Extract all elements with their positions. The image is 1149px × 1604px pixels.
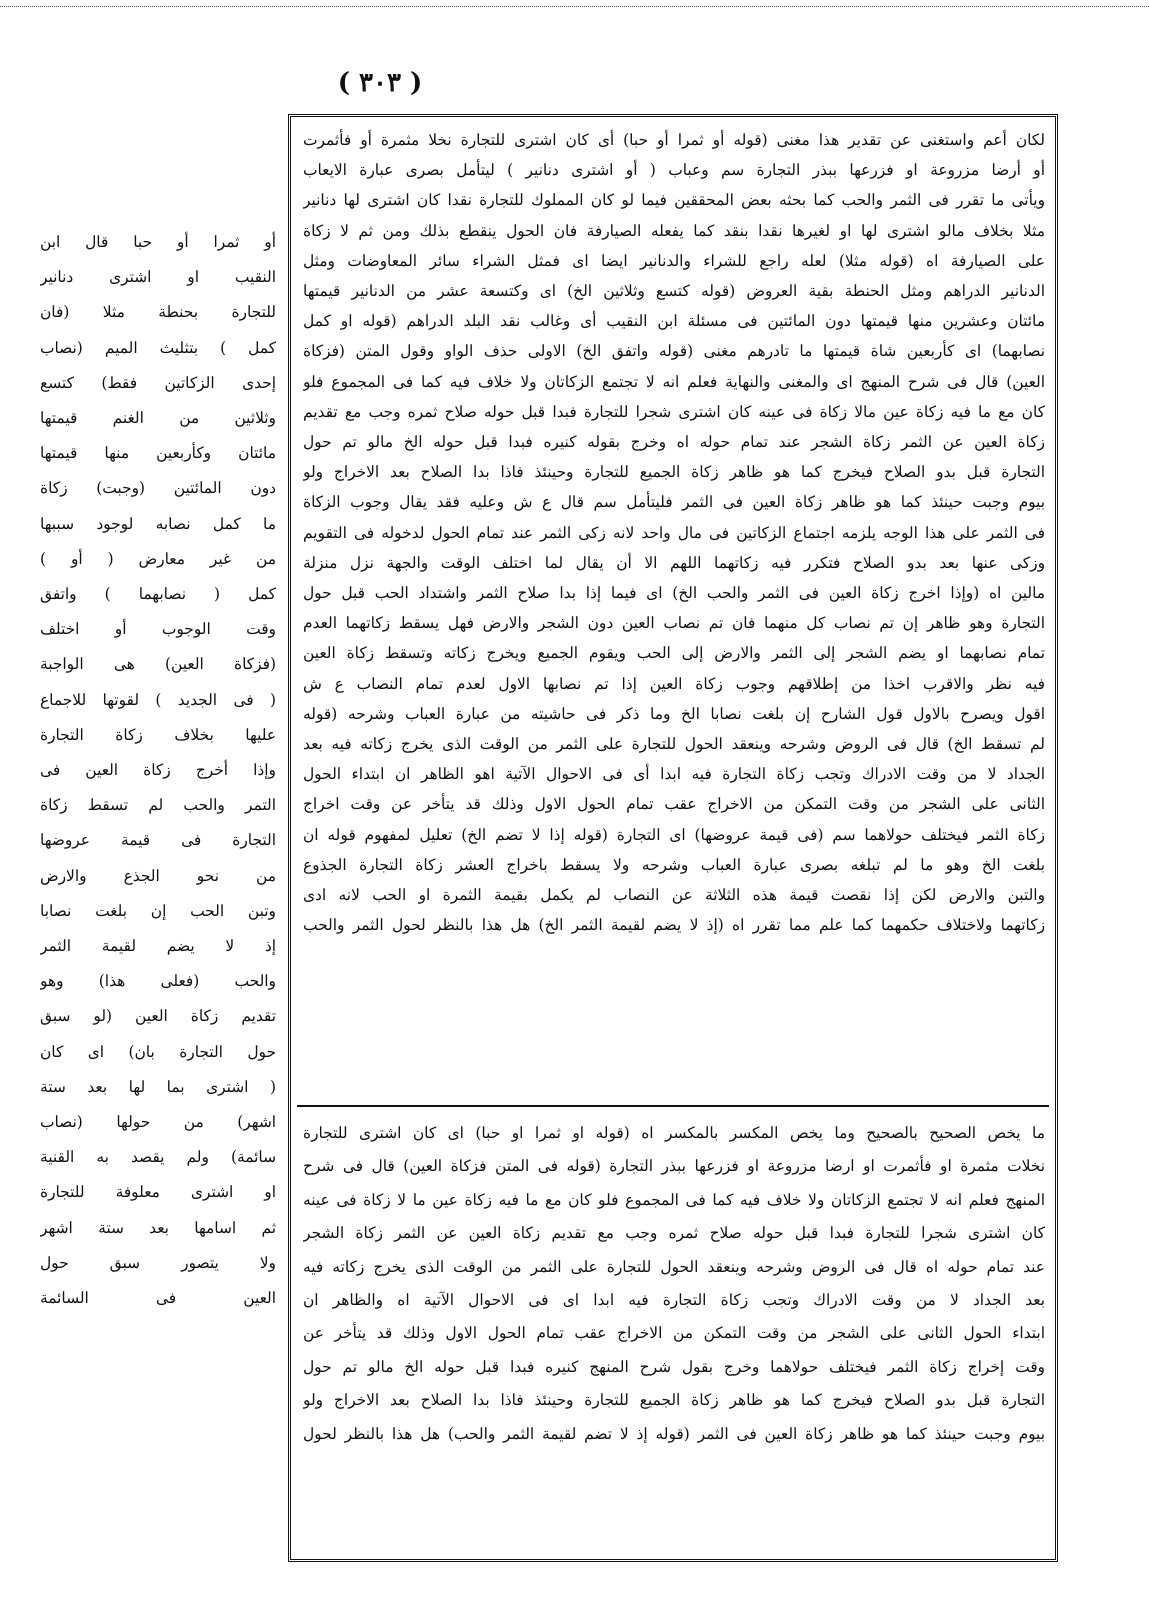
margin-line: او اشترى معلوفة للتجارة (40, 1183, 276, 1202)
lower-commentary-line: المنهج فعلم انه لا تجتمع الزكاتان ولا خلاف فيه كما فى المجموع فلو كان مع ما فيه زكاة عين ما لا زكاة فى عينه (303, 1190, 1045, 1209)
lower-commentary-line: ما يخص الصحيح بالصحيح وما يخص المكسر بالمكسر اه (قوله او ثمرا او حبا) اى كان اشترى للتجارة (303, 1124, 1045, 1142)
margin-line: وإذا أخرج زكاة العين فى (40, 761, 276, 780)
commentary-line: لم تسقط الخ) قال فى الروض وشرحه وينعقد الحول للتجارة على الثمر من الوقت الذى يخرج زكاته فيه بعد (303, 735, 1045, 754)
commentary-line: الثانى على الشجر من وقت التمكن من الاخراج عقب تمام الحول الاول وذلك قد يتأخر عن وقت اخراج (303, 795, 1045, 814)
commentary-line: أو أرضا مزروعة او فزرعها ببذر التجارة سم وعباب ( أو اشترى دنانير ) ليتأمل بصرى عبارة الايعاب (303, 161, 1045, 180)
lower-commentary-line: نخلات مثمرة او فأثمرت او ارضا مزروعة او فزرعها ببذر التجارة (قوله فى المتن فزكاة العين) قال فى شرح (303, 1157, 1045, 1176)
commentary-body (303, 125, 1045, 1101)
margin-line: من غير معارض ( أو ) (40, 549, 276, 568)
commentary-line: زكاتهما ولاختلاف حكمهما كما علم مما تقرر اه (إذ لا يضم لقيمة الثمر الخ) هل هذا بالنظر لحول الثمر والحب (303, 916, 1045, 935)
margin-line: ثم اسامها بعد ستة اشهر (40, 1218, 276, 1237)
margin-line: وثلاثين من الغنم قيمتها (40, 409, 276, 428)
commentary-line: مالين اه (وإذا اخرج زكاة العين فى الثمر والحب الخ) اى فيما إذا بدا صلاح الثمر واشتداد الحب قبل حول (303, 584, 1045, 603)
commentary-line: فيه نظر والاقرب اخذا من إطلاقهم وجوب زكاة العين إذا تم نصابها الاول لعدم تمام النصاب ع ش (303, 674, 1045, 693)
lower-commentary-line: عند تمام حوله اه قال فى الروض وشرحه وينعقد الحول للتجارة على الثمر من الوقت الذى يخرج زكاته فيه (303, 1257, 1045, 1276)
lower-commentary-line: ابتداء الحول الثانى على الشجر من وقت التمكن من الاخراج عقب تمام الحول الاول وذلك قد يتأخر عن (303, 1324, 1045, 1343)
commentary-line: ويأتى ما تقرر فى الثمر والحب كما بحثه بعض المحققين فيما لو كان المملوك للتجارة نقدا كان اشترى لها دنانير (303, 191, 1045, 210)
top-dotted-rule (0, 6, 1149, 7)
lower-commentary-line: التجارة قبل بدو الصلاح فيخرج كما هو ظاهر زكاة الجميع للتجارة وحينئذ فاذا بدا الصلاح بعد الاخراج ولو (303, 1391, 1045, 1410)
margin-line: مائتان وكأربعين منها قيمتها (40, 444, 276, 463)
commentary-line: التجارة قبل بدو الصلاح فيخرج كما هو ظاهر زكاة الجميع للتجارة وحينئذ فاذا بدا الصلاح بعد الاخراج ولو (303, 463, 1045, 482)
margin-line: التجارة فى قيمة عروضها (40, 831, 276, 850)
margin-line: سائمة) ولم يقصد به القنية (40, 1148, 276, 1167)
lower-commentary-line: كان اشترى شجرا للتجارة فبدا قبل حوله صلاح ثمره وجب مع تقديم زكاة العين عن الثمر زكاة الشجر (303, 1224, 1045, 1243)
margin-line: ما كمل نصابه لوجود سببها (40, 514, 276, 533)
margin-line: كمل ( نصابهما ) واتفق (40, 585, 276, 604)
margin-line: العين فى السائمة (40, 1289, 276, 1308)
lower-commentary-body (303, 1117, 1045, 1553)
commentary-line: العين) قال فى شرح المنهج اى والمغنى والنهاية فعلم انه لا تجتمع الزكاتان ولا خلاف فيه كما فى المجموع فلو (303, 372, 1045, 391)
commentary-line: زكاة الثمر فيختلف حولاهما سم (فى قيمة عروضها) اى التجارة (قوله إذا لا تضم الخ) تعليل لمفهوم قوله ان (303, 825, 1045, 844)
margin-line: النقيب او اشترى دنانير (40, 268, 276, 287)
lower-commentary-line: بيوم وجبت حينئذ كما هو ظاهر زكاة العين فى الثمر (قوله إذ لا تضم لقيمة الثمر والحب) هل هذا بالنظر لحول (303, 1424, 1045, 1443)
margin-line: وتبن الحب إن بلغت نصابا (40, 901, 276, 920)
commentary-line: تمام نصابهما او يضم الشجر إلى الثمر والارض إلى الحب ويقوم الجميع ويخرج زكاته وتسقط زكاة العين (303, 644, 1045, 663)
margin-line: تقديم زكاة العين (لو سبق (40, 1007, 276, 1026)
margin-line: دون المائتين (وجبت) زكاة (40, 479, 276, 498)
section-divider (297, 1105, 1049, 1107)
commentary-line: الجداد لا من وقت الادراك وتجب زكاة التجارة فيه ابدا أى فى الاحوال الآتية اهو الظاهر ان ابتداء الحول (303, 765, 1045, 784)
margin-line: كمل ) بتثليث الميم (نصاب (40, 338, 276, 357)
margin-line: اشهر) من حولها (نصاب (40, 1113, 276, 1132)
commentary-line: على الصيارفة اه (قوله مثلا) لعله راجع للشراء والدنانير ايضا اى فمثل الشراء سائر المعاوضات ومثل (303, 251, 1045, 270)
commentary-line: اقول ويصرح بالاول قول الشارح إن بلغت نصابا الخ وما ذكر فى حاشيته من عبارة العباب وشرحه (قوله (303, 704, 1045, 723)
margin-text (40, 225, 276, 1375)
commentary-line: لكان أعم واستغنى عن تقدير هذا مغنى (قوله أو ثمرا أو حبا) أى كان اشترى للتجارة نخلا مثمرة أو فأثمرت (303, 131, 1045, 149)
margin-line: التمر والحب لم تسقط زكاة (40, 796, 276, 815)
margin-line: وقت الوجوب أو اختلف (40, 620, 276, 639)
commentary-line: كان مع ما فيه زكاة عين مالا زكاة فى عينه كان اشترى شجرا للتجارة فبدا قبل حوله صلاح ثمره وجب مع تقديم (303, 402, 1045, 421)
margin-line: إحدى الزكاتين فقط) كتسع (40, 373, 276, 392)
commentary-line: الدنانير الدراهم ومثل الحنطة بقية العروض (قوله كتسع وثلاثين الخ) اى وكتسعة عشر من الدنانير قيمتها (303, 282, 1045, 301)
commentary-line: نصابهما) اى كأربعين شاة قيمتها ما تادرهم مغنى (قوله واتفق الخ) الاولى حذف الواو وقول المتن (فزكاة (303, 342, 1045, 361)
margin-line: حول التجارة بان) اى كان (40, 1042, 276, 1061)
margin-line: إذ لا يضم لقيمة الثمر (40, 937, 276, 956)
margin-line: أو ثمرا أو حبا قال ابن (40, 233, 276, 251)
main-text-frame (288, 114, 1058, 1562)
commentary-line: زكاة العين عن الثمر زكاة الشجر عند تمام حوله اه وخرج بقوله كنيره فبدا قبل حوله الخ مالو تم حول (303, 433, 1045, 452)
commentary-line: وزكى عنها بعد بدو الصلاح فتكرر فيه زكاتهما اللهم الا أن يقال لما اختلف الوقت والجهة نزل منزلة (303, 553, 1045, 572)
margin-line: من نحو الجذع والارض (40, 866, 276, 885)
commentary-line: بيوم وجبت حينئذ كما هو ظاهر زكاة العين فى الثمر فليتأمل سم قال ع ش وعليه فقد يقال وجوب الزكاة (303, 493, 1045, 512)
commentary-line: والتبن والارض لكن إذا نقصت قيمة هذه الثلاثة عن النصاب لم يكمل بقيمة الثمرة او الحب لانه ادى (303, 886, 1045, 905)
commentary-line: مائتان وعشرين منها قيمتها دون المائتين فى مسئلة ابن النقيب أى وغالب نقد البلد الدراهم (قوله او كمل (303, 312, 1045, 331)
commentary-line: فى الثمر على هذا الوجه يلزمه اجتماع الزكاتين فى مال واحد لانه زكى الثمر عند تمام الحول لدخوله فى التقويم (303, 523, 1045, 542)
margin-line: ولا يتصور سبق حول (40, 1253, 276, 1272)
margin-line: ( اشترى بما لها بعد ستة (40, 1077, 276, 1096)
commentary-line: التجارة وهو ظاهر إن تم نصاب كل منهما فان تم نصاب العين دون الشجر والارض فهل يسقط زكاتهما العدم (303, 614, 1045, 633)
lower-commentary-line: وقت إخراج زكاة الثمر فيختلف حولاهما وخرج بقول شرح المنهج كنيره فبدا قبل حوله الخ مالو تم حول (303, 1357, 1045, 1376)
margin-line: (فزكاة العين) هى الواجبة (40, 655, 276, 674)
commentary-line: مثلا بخلاف مالو اشترى لها او لغيرها نقدا بنقد كما يفعله الصيارفة فان الحول ينقطع بذلك ومن ثم لا زكاة (303, 221, 1045, 240)
lower-commentary-line: بعد الجداد لا من وقت الادراك وتجب زكاة التجارة فيه ابدا اى فى الاحوال الآتية اه والظاهر ان (303, 1291, 1045, 1310)
commentary-line: بلغت الخ وهو ما لم تبلغه بصرى عبارة العباب وشرحه ولا يسقط باخراج العشر زكاة التجارة الجذوع (303, 855, 1045, 874)
margin-line: عليها بخلاف زكاة التجارة (40, 725, 276, 744)
margin-line: والحب (فعلى هذا) وهو (40, 972, 276, 991)
page-number: ( ٣٠٣ ) (337, 68, 423, 98)
margin-line: للتجارة بحنطة مثلا (فان (40, 303, 276, 322)
margin-line: ( فى الجديد ) لقوتها للاجماع (40, 690, 276, 709)
